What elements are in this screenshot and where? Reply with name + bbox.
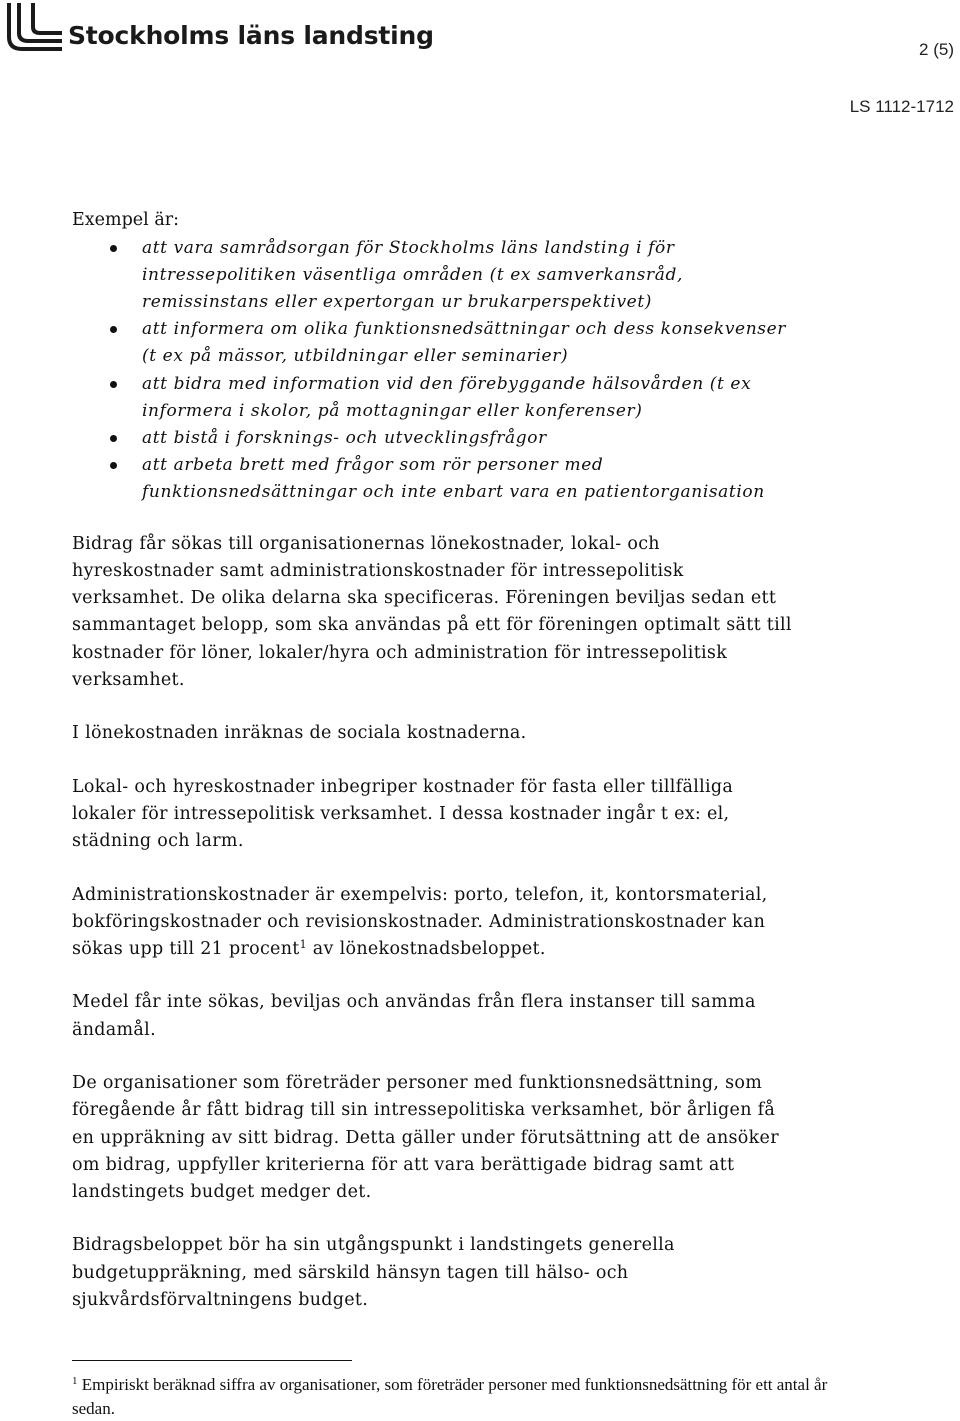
paragraph-costs: Bidrag får sökas till organisationernas lönekostnader, lokal- och hyreskostnader samt administrationskostnader för intressepolitisk verksamhet. De olika delarna ska specificeras. Föreningen beviljas sedan ett sammantaget belopp, som ska användas på ett för föreningen optimalt sätt till kostnader för löner, lokaler/hyra och administration för intressepolitisk verksamhet. xyxy=(72,533,792,691)
page-number: 2 (5) xyxy=(919,40,954,59)
paragraph-salary: I lönekostnaden inräknas de sociala kostnaderna. xyxy=(72,723,527,744)
list-item xyxy=(72,316,802,370)
paragraph-administration-text: Administrationskostnader är exempelvis: porto, telefon, it, kontorsmaterial, bokföringskostnader och revisionskostnader. Administrationskostnader kan sökas upp till 21 procent xyxy=(72,884,768,960)
paragraph-premises: Lokal- och hyreskostnader inbegriper kostnader för fasta eller tillfälliga lokaler för intressepolitisk verksamhet. I dessa kostnader ingår t ex: el, städning och larm. xyxy=(72,776,734,852)
bullet-icon xyxy=(110,245,117,252)
list-item xyxy=(72,235,802,317)
list-item xyxy=(72,371,802,425)
landsting-logo-icon xyxy=(4,3,62,55)
list-item xyxy=(72,425,802,452)
footnote xyxy=(72,1373,832,1421)
org-name: Stockholms läns landsting xyxy=(68,20,434,50)
bullet-icon xyxy=(110,326,117,333)
document-reference: LS 1112-1712 xyxy=(849,97,954,116)
list-item-text: att informera om olika funktionsnedsättningar och dess konsekvenser (t ex på mässor, utbildningar eller seminarier) xyxy=(142,319,786,367)
examples-list xyxy=(72,235,802,507)
footnote-reference[interactable]: 1 xyxy=(299,938,307,952)
bullet-icon xyxy=(110,462,117,469)
paragraph-budget: Bidragsbeloppet bör ha sin utgångspunkt i landstingets generella budgetuppräkning, med särskild hänsyn tagen till hälso- och sjukvårdsförvaltningens budget. xyxy=(72,1235,675,1311)
bullet-icon xyxy=(110,435,117,442)
paragraph-funding-sources: Medel får inte sökas, beviljas och användas från flera instanser till samma ändamål. xyxy=(72,992,756,1040)
document-body xyxy=(72,207,802,1340)
paragraph-administration xyxy=(72,882,802,964)
list-item-text: att bidra med information vid den förebyggande hälsovården (t ex informera i skolor, på mottagningar eller konferenser) xyxy=(142,373,752,421)
list-item xyxy=(72,452,802,506)
list-item-text: att vara samrådsorgan för Stockholms läns landsting i för intressepolitiken väsentliga områden (t ex samverkansråd, remissinstans eller expertorgan ur brukarperspektivet) xyxy=(142,237,683,312)
list-item-text: att arbeta brett med frågor som rör personer med funktionsnedsättningar och inte enbart vara en patientorganisation xyxy=(142,455,765,503)
bullet-icon xyxy=(110,381,117,388)
paragraph-annual-increase: De organisationer som företräder personer med funktionsnedsättning, som föregående år fått bidrag till sin intressepolitiska verksamhet, bör årligen få en uppräkning av sitt bidrag. Detta gäller under förutsättning att de ansöker om bidrag, uppfyller kriterierna för att vara berättigade bidrag samt att landstingets budget medger det. xyxy=(72,1072,779,1203)
paragraph-administration-tail: av lönekostnadsbeloppet. xyxy=(306,939,546,960)
org-logo xyxy=(4,0,434,58)
footnote-marker: 1 xyxy=(72,1375,78,1387)
footnote-divider xyxy=(72,1360,352,1361)
list-item-text: att bistå i forsknings- och utvecklingsfrågor xyxy=(142,427,547,448)
footnote-text: Empiriskt beräknad siffra av organisationer, som företräder personer med funktionsnedsättning för ett antal år sedan. xyxy=(72,1375,828,1418)
examples-intro: Exempel är: xyxy=(72,210,180,230)
